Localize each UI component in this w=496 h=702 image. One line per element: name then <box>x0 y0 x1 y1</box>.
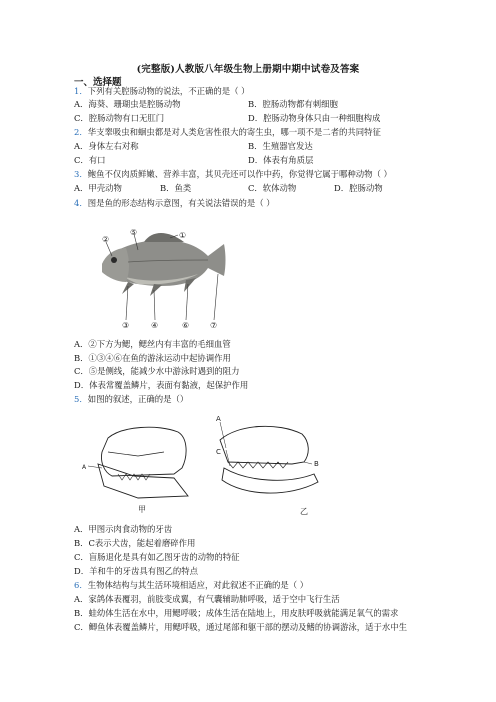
option-c: C．有口 <box>74 155 106 165</box>
fish-label-2: ② <box>102 235 110 244</box>
question-stem: 生物体结构与其生活环境相适应，对此叙述不正确的是（ ） <box>87 580 309 590</box>
skull-yi-label-c: C <box>216 448 221 456</box>
question-number: 3． <box>74 169 88 179</box>
option-d: D．体表常覆盖鳞片，表面有黏液，起保护作用 <box>74 380 249 390</box>
skull-jia-label-a: A <box>82 464 87 471</box>
option-b: B．C表示犬齿，能起着磨碎作用 <box>74 538 196 548</box>
skull-jia <box>82 427 188 514</box>
option-b: B．腔肠动物都有刺细胞 <box>248 99 338 109</box>
fish-label-5: ⑤ <box>130 228 138 237</box>
option-b: B．鱼类 <box>160 183 192 193</box>
fish-pelvic-fin <box>150 284 162 296</box>
skull-yi-label-a: A <box>216 415 221 423</box>
option-a: A．家鸽体表覆羽，前肢变成翼，有气囊辅助肺呼吸，适于空中飞行生活 <box>74 594 340 604</box>
option-b: B．蛙幼体生活在水中，用鳃呼吸；成体生活在陆地上，用皮肤呼吸就能满足氧气的需求 <box>74 608 399 618</box>
question-number: 1． <box>74 86 88 96</box>
option-d: D．体表有角质层 <box>248 155 314 165</box>
option-d: D．腔肠动物 <box>334 183 383 193</box>
fish-label-3: ③ <box>122 321 130 330</box>
option-c: C．软体动物 <box>248 183 297 193</box>
skull-yi <box>216 415 319 516</box>
option-c: C．盲肠退化是具有如乙图牙齿的动物的特征 <box>74 552 240 562</box>
document-title: (完整版)人教版八年级生物上册期中期中试卷及答案 <box>136 64 360 75</box>
fish-label-4: ④ <box>151 321 159 330</box>
option-c: C．腔肠动物有口无肛门 <box>74 113 165 123</box>
question-number: 5． <box>74 394 88 404</box>
question-number: 4． <box>74 198 88 208</box>
option-c: C．鲫鱼体表覆盖鳞片，用鳃呼吸，通过尾部和躯干部的摆动及鳍的协调游泳，适于水中生 <box>74 622 408 632</box>
option-a: A．②下方为鳃，鳃丝内有丰富的毛细血管 <box>74 339 231 349</box>
question-number: 6． <box>74 580 88 590</box>
option-b: B．生殖器官发达 <box>248 141 313 151</box>
fish-figure <box>88 220 238 332</box>
option-c: C．⑤是侧线，能减少水中游泳时遇到的阻力 <box>74 366 240 376</box>
fig-label-yi: 乙 <box>300 507 308 516</box>
fig-label-jia: 甲 <box>138 505 146 514</box>
question-stem: 下列有关腔肠动物的说法，不正确的是（ ） <box>87 86 250 96</box>
question-stem: 如图的叙述，正确的是（） <box>87 394 189 404</box>
question-5 <box>74 394 188 405</box>
question-stem: 鲍鱼不仅肉质鲜嫩、营养丰富，其贝壳还可以作中药，你觉得它属于哪种动物（ ） <box>87 169 392 179</box>
question-2 <box>74 127 381 138</box>
option-d: D．羊和牛的牙齿具有图乙的特点 <box>74 566 198 576</box>
fish-head <box>102 248 129 282</box>
fish-label-1: ① <box>179 231 187 240</box>
fish-eye-icon <box>111 257 117 263</box>
fish-label-6: ⑥ <box>182 321 190 330</box>
skull-figures <box>78 412 338 518</box>
option-a: A．甲壳动物 <box>74 183 122 193</box>
fish-dorsal-fin <box>144 231 187 242</box>
option-a: A．海葵、珊瑚虫是腔肠动物 <box>74 99 181 109</box>
fish-label-7: ⑦ <box>210 321 218 330</box>
question-4 <box>74 198 275 209</box>
question-3 <box>74 169 392 180</box>
section-heading: 一、选择题 <box>74 77 122 88</box>
skull-yi-label-b: B <box>314 460 319 468</box>
question-stem: 图是鱼的形态结构示意图，有关说法错误的是（ ） <box>87 198 275 208</box>
question-6 <box>74 580 308 591</box>
option-a: A．身体左右对称 <box>74 141 139 151</box>
question-1 <box>74 86 250 97</box>
option-d: D．腔肠动物身体只由一种细胞构成 <box>248 113 381 123</box>
option-b: B．①③④⑥在鱼的游泳运动中起协调作用 <box>74 353 231 363</box>
question-number: 2． <box>74 127 88 137</box>
question-stem: 华支睾吸虫和蛔虫都是对人类危害性很大的寄生虫，哪一项不是二者的共同特征 <box>87 127 381 137</box>
option-a: A．甲图示肉食动物的牙齿 <box>74 524 173 534</box>
